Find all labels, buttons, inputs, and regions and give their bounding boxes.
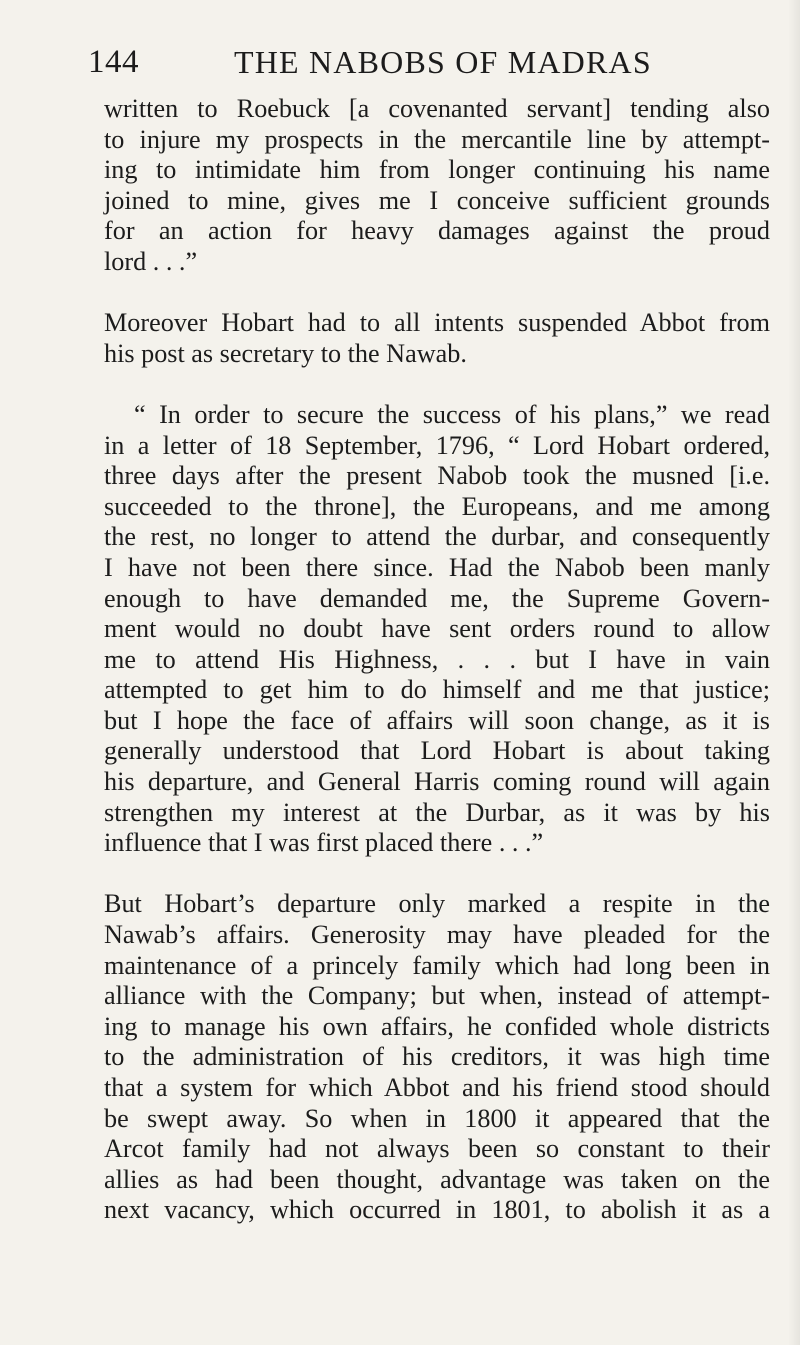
text-line: his post as secretary to the Nawab. xyxy=(104,338,467,368)
text-line: maintenance of a princely family which had long been in xyxy=(104,950,770,980)
text-line: enough to have demanded me, the Supreme Govern- xyxy=(104,583,770,613)
text-line: ment would no doubt have sent orders round to allow xyxy=(104,614,770,644)
text-line: strengthen my interest at the Durbar, as it was by his xyxy=(104,797,770,827)
text-line: lord . . .” xyxy=(104,246,198,276)
text-line: “ In order to secure the success of his plans,” we read xyxy=(134,399,770,429)
text-line: But Hobart’s departure only marked a respite in the xyxy=(104,889,770,919)
text-line: to injure my prospects in the mercantile line by attempt- xyxy=(104,124,770,154)
text-line: three days after the present Nabob took the musned [i.e. xyxy=(104,461,770,491)
paragraph-hobart-departure xyxy=(104,889,770,1226)
text-line: written to Roebuck [a covenanted servant] tending also xyxy=(104,94,770,123)
text-line: I have not been there since. Had the Nabob been manly xyxy=(104,552,770,582)
text-line: Nawab’s affairs. Generosity may have pleaded for the xyxy=(104,920,770,950)
text-line: alliance with the Company; but when, instead of attempt- xyxy=(104,981,770,1011)
text-line: be swept away. So when in 1800 it appeared that the xyxy=(104,1103,770,1133)
text-line: attempted to get him to do himself and me that justice; xyxy=(104,675,770,705)
running-title: THE NABOBS OF MADRAS xyxy=(234,44,652,80)
text-line: next vacancy, which occurred in 1801, to abolish it as a xyxy=(104,1195,770,1225)
text-line: influence that I was first placed there . . .” xyxy=(104,828,544,858)
page-edge-shadow xyxy=(788,0,800,1345)
text-line: Arcot family had not always been so constant to their xyxy=(104,1134,770,1164)
page-number: 144 xyxy=(88,44,139,80)
text-line: but I hope the face of affairs will soon change, as it is xyxy=(104,705,770,735)
text-line: that a system for which Abbot and his friend stood should xyxy=(104,1073,770,1102)
text-line: in a letter of 18 September, 1796, “ Lord Hobart ordered, xyxy=(104,430,770,460)
text-line: Moreover Hobart had to all intents suspended Abbot from xyxy=(104,308,770,338)
text-line: me to attend His Highness, . . . but I have in vain xyxy=(104,644,770,674)
text-line: the rest, no longer to attend the durbar, and consequently xyxy=(104,522,770,552)
paragraph-hobart-suspension xyxy=(104,308,770,369)
text-line: to the administration of his creditors, it was high time xyxy=(104,1042,770,1072)
text-line: allies as had been thought, advantage was taken on the xyxy=(104,1164,770,1194)
text-line: succeeded to the throne], the Europeans, and me among xyxy=(104,491,770,521)
text-line: joined to mine, gives me I conceive sufficient grounds xyxy=(104,185,770,215)
paragraph-letter-1796 xyxy=(104,400,770,859)
text-line: ing to intimidate him from longer continuing his name xyxy=(104,155,770,185)
text-line: ing to manage his own affairs, he confided whole districts xyxy=(104,1011,770,1041)
page-header xyxy=(88,44,728,86)
paragraph-roebuck-letter-end xyxy=(104,94,770,278)
body-text xyxy=(104,94,770,1226)
text-line: his departure, and General Harris coming round will again xyxy=(104,767,770,797)
text-line: generally understood that Lord Hobart is about taking xyxy=(104,736,770,766)
text-line: for an action for heavy damages against the proud xyxy=(104,216,770,246)
